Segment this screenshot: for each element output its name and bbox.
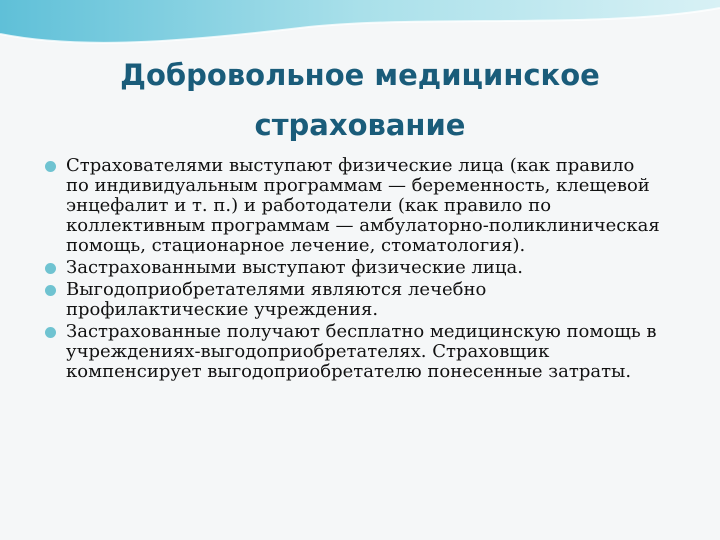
- bullet-item: [42, 258, 662, 278]
- bullet-dot-icon: [45, 161, 56, 172]
- bullet-dot-icon: [45, 263, 56, 274]
- bullet-item: [42, 280, 662, 320]
- title-line-2: страхование: [254, 108, 466, 142]
- bullet-dot-icon: [45, 327, 56, 338]
- bullet-item: [42, 156, 662, 256]
- bullet-text: Выгодоприобретателями являются лечебно профилактические учреждения.: [66, 279, 487, 320]
- bullet-dot-icon: [45, 285, 56, 296]
- bullet-text: Застрахованными выступают физические лица.: [66, 257, 523, 278]
- slide-title: [80, 50, 640, 150]
- title-line-1: Добровольное медицинское: [120, 58, 600, 92]
- bullet-text: Страхователями выступают физические лица (как правило по индивидуальным программам — беременность, клещевой энцефалит и т. п.) и работодатели (как правило по коллективным программам — амбулаторно-поликлиническая помощь, стационарное лечение, стоматология).: [66, 155, 660, 256]
- bullet-list: [42, 156, 662, 384]
- bullet-item: [42, 322, 662, 382]
- bullet-text: Застрахованные получают бесплатно медицинскую помощь в учреждениях-выгодоприобретателях. Страховщик компенсирует выгодоприобретателю понесенные затраты.: [66, 321, 657, 382]
